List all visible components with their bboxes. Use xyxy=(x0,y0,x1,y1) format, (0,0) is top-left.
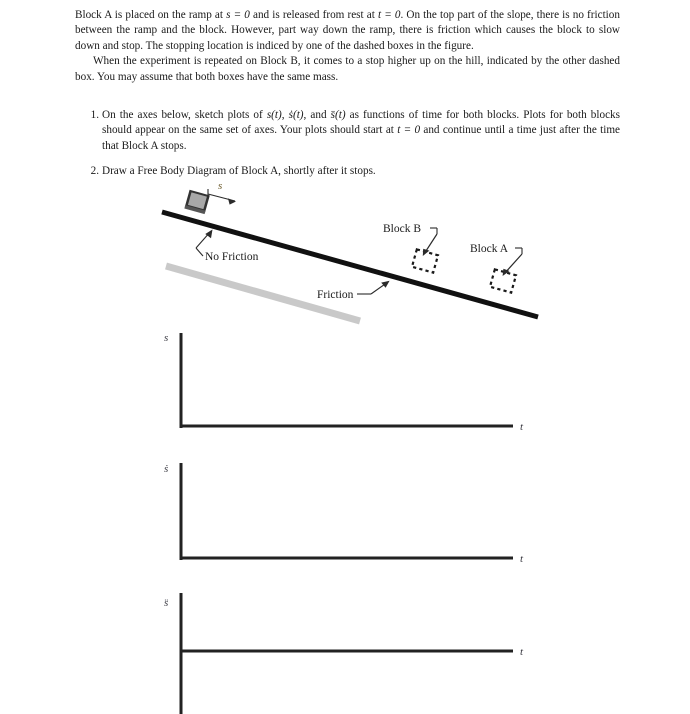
question-1-text-d: as functions of time for both blocks. Plots for both blocks should appear on the same set of axes. Your plots should start at xyxy=(102,109,621,137)
question-2-number: 2. xyxy=(90,165,99,178)
equation-s-of-t: s(t) xyxy=(266,109,282,121)
no-friction-label: No Friction xyxy=(205,251,259,263)
block-on-ramp xyxy=(184,190,209,214)
friction-label: Friction xyxy=(317,289,354,301)
problem-text-1c: . On the top part of the slope, there is no friction between the ramp and the block. However, part way down the ramp, there is friction which causes the block to slow down and stop. The stopping location is indiced by one of the dashed boxes in the figure. xyxy=(75,9,620,52)
equation-t-equals-zero: t = 0 xyxy=(377,9,401,21)
block-a-label: Block A xyxy=(470,243,509,255)
axis-3-y-label: s̈ xyxy=(164,597,169,609)
block-b-label: Block B xyxy=(383,223,422,235)
problem-text-1b: and is released from rest at xyxy=(249,9,378,21)
ramp-line xyxy=(162,212,538,317)
equation-s-equals-zero: s = 0 xyxy=(226,9,250,21)
block-b-leader xyxy=(423,228,437,256)
axis-set-acceleration xyxy=(164,593,524,714)
question-2-text: Draw a Free Body Diagram of Block A, shortly after it stops. xyxy=(102,165,376,178)
problem-text-1a: Block A is placed on the ramp at xyxy=(75,9,227,21)
equation-sdot-of-t: ṡ(t) xyxy=(288,109,304,121)
equation-t-equals-zero-2: t = 0 xyxy=(397,124,421,137)
ramp-figure xyxy=(0,180,690,330)
question-1-text-c: , and xyxy=(303,109,331,121)
displacement-label: s xyxy=(218,180,223,192)
question-1-text-b: , xyxy=(281,109,289,121)
question-1-text-a: On the axes below, sketch plots of xyxy=(102,109,267,121)
equation-sddot-of-t: s̈(t) xyxy=(330,109,346,121)
axis-1-x-label: t xyxy=(520,421,524,433)
axis-2-x-label: t xyxy=(520,553,524,565)
axes-area xyxy=(0,322,690,714)
axis-1-y-label: s xyxy=(164,332,169,344)
axis-3-x-label: t xyxy=(520,646,524,658)
question-item-2 xyxy=(75,164,620,179)
axis-set-velocity xyxy=(164,463,524,565)
problem-paragraph-1 xyxy=(75,8,620,54)
question-1-number: 1. xyxy=(90,109,99,121)
problem-paragraph-2: When the experiment is repeated on Block B, it comes to a stop higher up on the hill, indicated by the other dashed box. You may assume that both boxes have the same mass. xyxy=(75,55,620,83)
question-1-text-e: and continue until a time just after the time that Block A stops. xyxy=(102,124,621,152)
question-item-1 xyxy=(75,108,620,154)
question-list xyxy=(75,108,620,190)
problem-statement xyxy=(75,8,620,85)
friction-leader xyxy=(357,281,390,294)
axis-2-y-label: ṡ xyxy=(164,463,169,475)
axis-set-position xyxy=(164,332,524,433)
